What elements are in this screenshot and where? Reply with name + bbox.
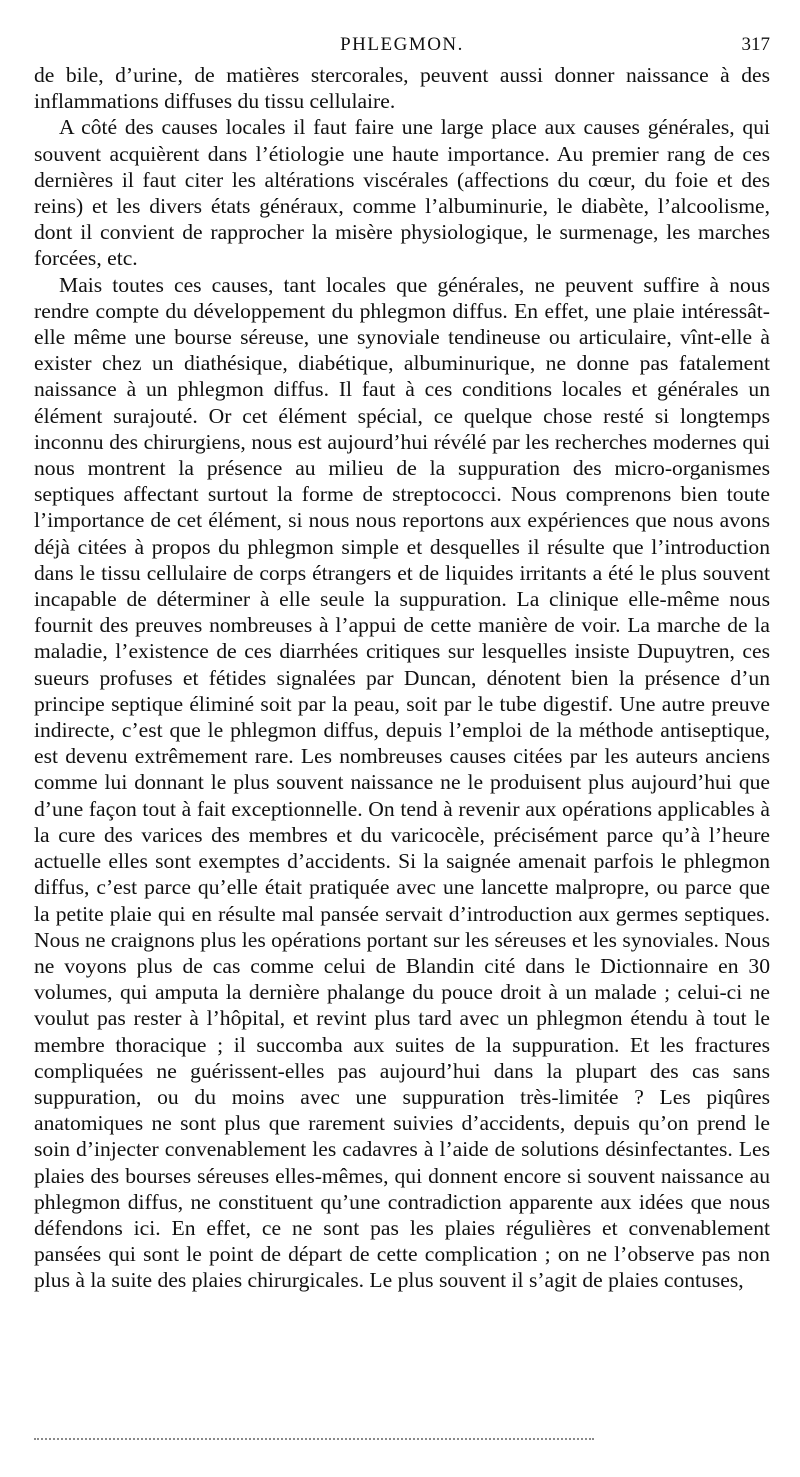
page-number: 317 [741, 34, 770, 55]
running-head [34, 30, 770, 58]
footer-rule [34, 1438, 594, 1440]
body-text [34, 62, 770, 1294]
paragraph: de bile, d’urine, de matières stercorales, peuvent aussi donner naissance à des inflammations diffuses du tissu cellulaire. [34, 63, 770, 114]
paragraph: A côté des causes locales il faut faire une large place aux causes générales, qui souvent acquièrent dans l’étiologie une haute importance. Au premier rang de ces dernières il faut citer les altérations viscérales (affections du cœur, du foie et des reins) et les divers états généraux, comme l’albuminurie, le diabète, l’alcoolisme, dont il convient de rapprocher la misère physiologique, le surmenage, les marches forcées, etc. [34, 115, 770, 271]
running-title: PHLEGMON. [340, 34, 464, 55]
paragraph: Mais toutes ces causes, tant locales que générales, ne peuvent suffire à nous rendre compte du développement du phlegmon diffus. En effet, une plaie intéressât-elle même une bourse séreuse, une synoviale tendineuse ou articulaire, vînt-elle à exister chez un diathésique, diabétique, albuminurique, ne donne pas fatalement naissance à un phlegmon diffus. Il faut à ces conditions locales et générales un élément surajouté. Or cet élément spécial, ce quelque chose resté si longtemps inconnu des chirurgiens, nous est aujourd’hui révélé par les recherches modernes qui nous montrent la présence au milieu de la suppuration des micro-organismes septiques affectant surtout la forme de streptococci. Nous comprenons bien toute l’importance de cet élément, si nous nous reportons aux expériences que nous avons déjà citées à propos du phlegmon simple et desquelles il résulte que l’introduction dans le tissu cellulaire de corps étrangers et de liquides irritants a été le plus souvent incapable de déterminer à elle seule la suppuration. La clinique elle-même nous fournit des preuves nombreuses à l’appui de cette manière de voir. La marche de la maladie, l’existence de ces diarrhées critiques sur lesquelles insiste Dupuytren, ces sueurs profuses et fétides signalées par Duncan, dénotent bien la présence d’un principe septique éliminé soit par la peau, soit par le tube digestif. Une autre preuve indirecte, c’est que le phlegmon diffus, depuis l’emploi de la méthode antiseptique, est devenu extrêmement rare. Les nombreuses causes citées par les auteurs anciens comme lui donnant le plus souvent naissance ne le produisent plus aujourd’hui que d’une façon tout à fait exceptionnelle. On tend à revenir aux opérations applicables à la cure des varices des membres et du varicocèle, précisément parce qu’à l’heure actuelle elles sont exemptes d’accidents. Si la saignée amenait parfois le phlegmon diffus, c’est parce qu’elle était pratiquée avec une lancette malpropre, ou parce que la petite plaie qui en résulte mal pansée servait d’introduction aux germes septiques. Nous ne craignons plus les opérations portant sur les séreuses et les synoviales. Nous ne voyons plus de cas comme celui de Blandin cité dans le Dictionnaire en 30 volumes, qui amputa la dernière phalange du pouce droit à un malade ; celui-ci ne voulut pas rester à l’hôpital, et revint plus tard avec un phlegmon étendu à tout le membre thoracique ; il succomba aux suites de la suppuration. Et les fractures compliquées ne guérissent-elles pas aujourd’hui dans la plupart des cas sans suppuration, ou du moins avec une suppuration très-limitée ? Les piqûres anatomiques ne sont plus que rarement suivies d’accidents, depuis qu’on prend le soin d’injecter convenablement les cadavres à l’aide de solutions désinfectantes. Les plaies des bourses séreuses elles-mêmes, qui donnent encore si souvent naissance au phlegmon diffus, ne constituent qu’une contradiction apparente aux idées que nous défendons ici. En effet, ce ne sont pas les plaies régulières et convenablement pansées qui sont le point de départ de cette complication ; on ne l’observe pas non plus à la suite des plaies chirurgicales. Le plus souvent il s’agit de plaies contuses, [34, 272, 770, 1293]
